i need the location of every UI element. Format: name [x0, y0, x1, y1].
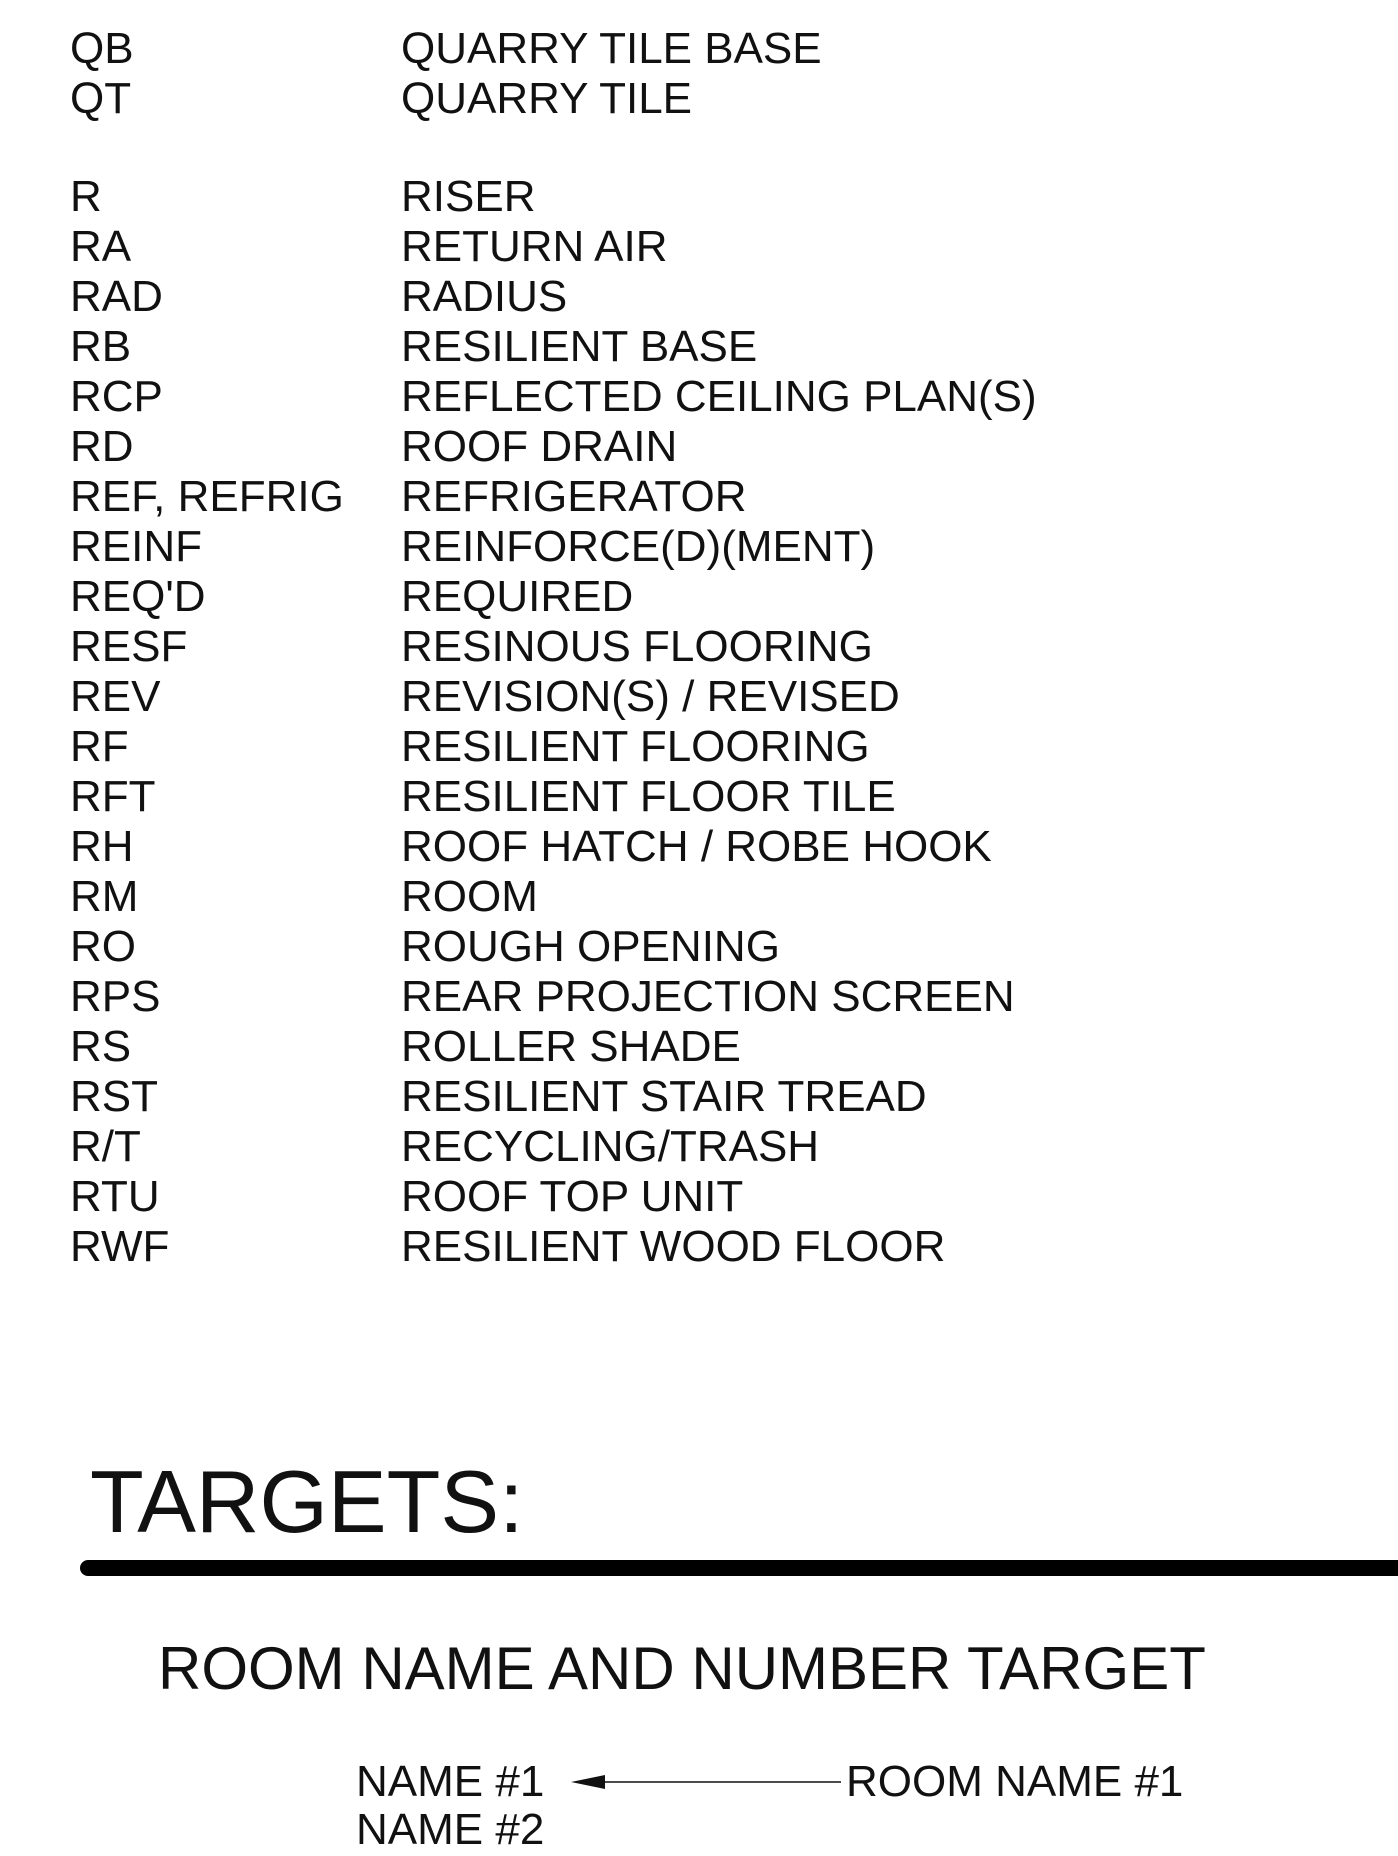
abbreviation-code: REINF [70, 522, 202, 571]
room-target-title: ROOM NAME AND NUMBER TARGET [158, 1635, 1206, 1702]
abbreviation-code: RCP [70, 372, 163, 421]
abbreviation-row [70, 24, 1070, 74]
abbreviation-row [70, 872, 1070, 922]
room-name-callout: ROOM NAME #1 [846, 1757, 1184, 1806]
abbreviation-row [70, 772, 1070, 822]
targets-section-title: TARGETS: [90, 1452, 524, 1551]
abbreviation-meaning: REAR PROJECTION SCREEN [401, 972, 1015, 1021]
abbreviation-row [70, 522, 1070, 572]
abbreviation-row [70, 672, 1070, 722]
abbreviation-row [70, 922, 1070, 972]
abbreviation-code: RH [70, 822, 134, 871]
abbreviation-row [70, 1022, 1070, 1072]
abbreviation-code: RA [70, 222, 132, 271]
abbreviation-meaning: ROOF DRAIN [401, 422, 678, 471]
abbreviation-code: RTU [70, 1172, 160, 1221]
abbreviation-row [70, 1222, 1070, 1272]
abbreviation-row [70, 622, 1070, 672]
abbreviation-row [70, 572, 1070, 622]
abbreviation-code: R [70, 172, 102, 221]
abbreviation-row [70, 472, 1070, 522]
abbreviation-meaning: RESILIENT FLOORING [401, 722, 870, 771]
abbreviation-row [70, 822, 1070, 872]
abbreviation-code: QB [70, 24, 134, 73]
section-divider [80, 1560, 1398, 1576]
abbreviation-meaning: RADIUS [401, 272, 568, 321]
abbreviation-meaning: QUARRY TILE BASE [401, 24, 822, 73]
abbreviation-meaning: RISER [401, 172, 536, 221]
abbreviation-row [70, 1072, 1070, 1122]
abbreviation-code: RAD [70, 272, 163, 321]
abbreviation-list [70, 24, 1070, 1272]
abbreviation-meaning: ROOM [401, 872, 538, 921]
name-2-label: NAME #2 [356, 1805, 545, 1854]
abbreviation-code: RFT [70, 772, 156, 821]
abbreviation-code: RD [70, 422, 134, 471]
abbreviation-row [70, 972, 1070, 1022]
abbreviation-code: RWF [70, 1222, 170, 1271]
abbreviation-code: RB [70, 322, 132, 371]
abbreviation-row [70, 74, 1070, 124]
abbreviation-row [70, 222, 1070, 272]
abbreviation-code: QT [70, 74, 132, 123]
abbreviation-row [70, 322, 1070, 372]
name-1-label: NAME #1 [356, 1757, 545, 1806]
abbreviation-code: RO [70, 922, 136, 971]
abbreviation-meaning: RESILIENT BASE [401, 322, 758, 371]
abbreviation-code: REQ'D [70, 572, 206, 621]
abbreviation-code: REV [70, 672, 161, 721]
group-spacer [70, 124, 1070, 172]
abbreviation-meaning: QUARRY TILE [401, 74, 693, 123]
abbreviation-meaning: ROOF TOP UNIT [401, 1172, 744, 1221]
abbreviation-row [70, 1122, 1070, 1172]
abbreviation-code: R/T [70, 1122, 141, 1171]
abbreviation-meaning: REVISION(S) / REVISED [401, 672, 900, 721]
abbreviation-code: RST [70, 1072, 158, 1121]
abbreviation-code: RM [70, 872, 139, 921]
abbreviation-row [70, 722, 1070, 772]
abbreviation-row [70, 372, 1070, 422]
abbreviation-meaning: RETURN AIR [401, 222, 668, 271]
abbreviation-meaning: ROUGH OPENING [401, 922, 780, 971]
abbreviation-meaning: RESILIENT WOOD FLOOR [401, 1222, 946, 1271]
abbreviation-code: RESF [70, 622, 188, 671]
abbreviation-meaning: RESINOUS FLOORING [401, 622, 873, 671]
abbreviation-meaning: REFLECTED CEILING PLAN(S) [401, 372, 1037, 421]
abbreviation-code: RPS [70, 972, 161, 1021]
abbreviation-meaning: RECYCLING/TRASH [401, 1122, 820, 1171]
abbreviation-row [70, 422, 1070, 472]
abbreviation-meaning: REQUIRED [401, 572, 634, 621]
abbreviation-meaning: ROLLER SHADE [401, 1022, 741, 1071]
abbreviation-meaning: REFRIGERATOR [401, 472, 747, 521]
abbreviation-row [70, 1172, 1070, 1222]
abbreviation-meaning: RESILIENT FLOOR TILE [401, 772, 896, 821]
abbreviation-code: RS [70, 1022, 132, 1071]
abbreviation-meaning: ROOF HATCH / ROBE HOOK [401, 822, 992, 871]
abbreviation-meaning: RESILIENT STAIR TREAD [401, 1072, 927, 1121]
abbreviation-row [70, 272, 1070, 322]
abbreviation-meaning: REINFORCE(D)(MENT) [401, 522, 876, 571]
abbreviation-row [70, 172, 1070, 222]
abbreviation-code: REF, REFRIG [70, 472, 344, 521]
abbreviation-code: RF [70, 722, 129, 771]
